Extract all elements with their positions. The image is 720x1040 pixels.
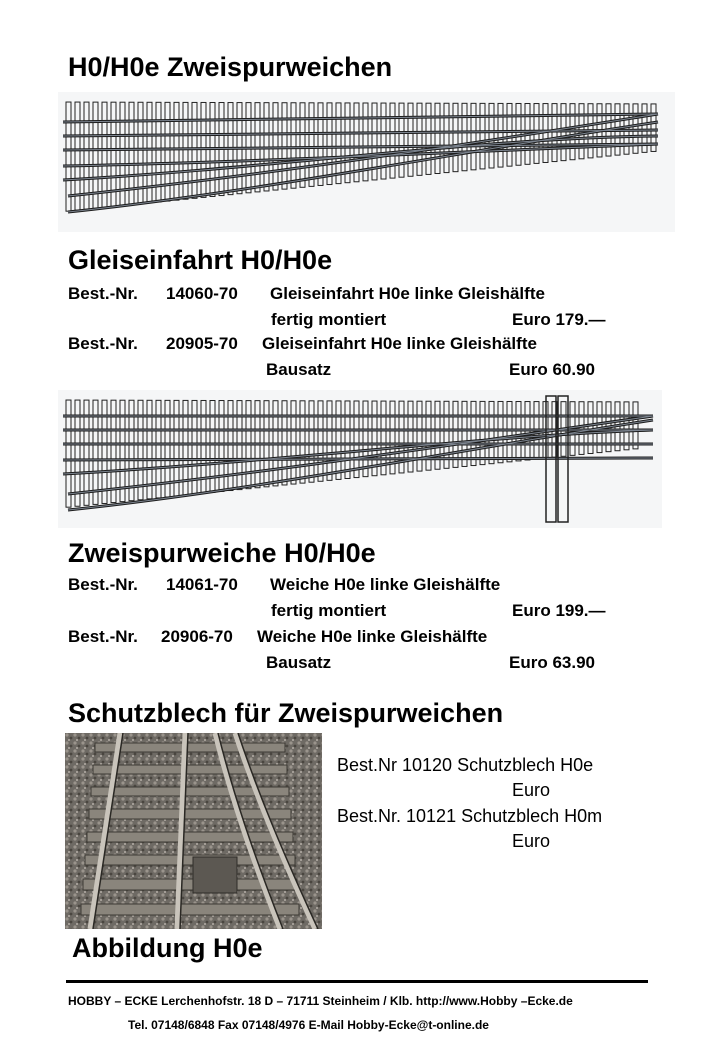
photo-caption: Abbildung H0e xyxy=(72,933,263,963)
s1-row1-nr: 14060-70 xyxy=(166,284,238,303)
s2-row3-label: Best.-Nr. xyxy=(68,627,138,646)
schutzblech-item-2: Best.Nr. 10121 Schutzblech H0m xyxy=(337,806,603,826)
schutzblech-item-1: Best.Nr 10120 Schutzblech H0e xyxy=(337,755,594,775)
s2-row1-desc: Weiche H0e linke Gleishälfte xyxy=(270,575,501,594)
s1-row3-nr: 20905-70 xyxy=(166,334,238,353)
footer-contact: Tel. 07148/6848 Fax 07148/4976 E-Mail Hobby-Ecke@t-online.de xyxy=(128,1018,489,1032)
section2-heading: Zweispurweiche H0/H0e xyxy=(68,538,376,568)
schutzblech-item-2-price: Euro xyxy=(512,831,551,851)
s2-row2-sub: fertig montiert xyxy=(271,601,387,620)
section1-heading: Gleiseinfahrt H0/H0e xyxy=(68,245,333,275)
footer-divider xyxy=(66,980,648,983)
s2-row4-price: Euro 63.90 xyxy=(509,653,595,672)
s1-row3-desc: Gleiseinfahrt H0e linke Gleishälfte xyxy=(262,334,537,353)
s1-row4-sub: Bausatz xyxy=(266,360,332,379)
schutzblech-item-1-price: Euro xyxy=(512,780,551,800)
track-photo-zweispurweiche xyxy=(58,390,662,528)
s2-row3-desc: Weiche H0e linke Gleishälfte xyxy=(257,627,488,646)
s2-row1-nr: 14061-70 xyxy=(166,575,238,594)
s2-row4-sub: Bausatz xyxy=(266,653,332,672)
s1-row3-label: Best.-Nr. xyxy=(68,334,138,353)
schutzblech-photo xyxy=(65,733,322,929)
s1-row1-label: Best.-Nr. xyxy=(68,284,138,303)
track-photo-gleiseinfahrt xyxy=(58,92,675,232)
section3-heading: Schutzblech für Zweispurweichen xyxy=(68,698,504,728)
s2-row2-price: Euro 199.— xyxy=(512,601,606,620)
page-title: H0/H0e Zweispurweichen xyxy=(68,52,393,82)
s1-row2-sub: fertig montiert xyxy=(271,310,387,329)
s1-row1-desc: Gleiseinfahrt H0e linke Gleishälfte xyxy=(270,284,545,303)
s1-row2-price: Euro 179.— xyxy=(512,310,606,329)
s1-row4-price: Euro 60.90 xyxy=(509,360,595,379)
s2-row1-label: Best.-Nr. xyxy=(68,575,138,594)
s2-row3-nr: 20906-70 xyxy=(161,627,233,646)
footer-address: HOBBY – ECKE Lerchenhofstr. 18 D – 71711 Steinheim / Klb. http://www.Hobby –Ecke.de xyxy=(68,994,573,1008)
